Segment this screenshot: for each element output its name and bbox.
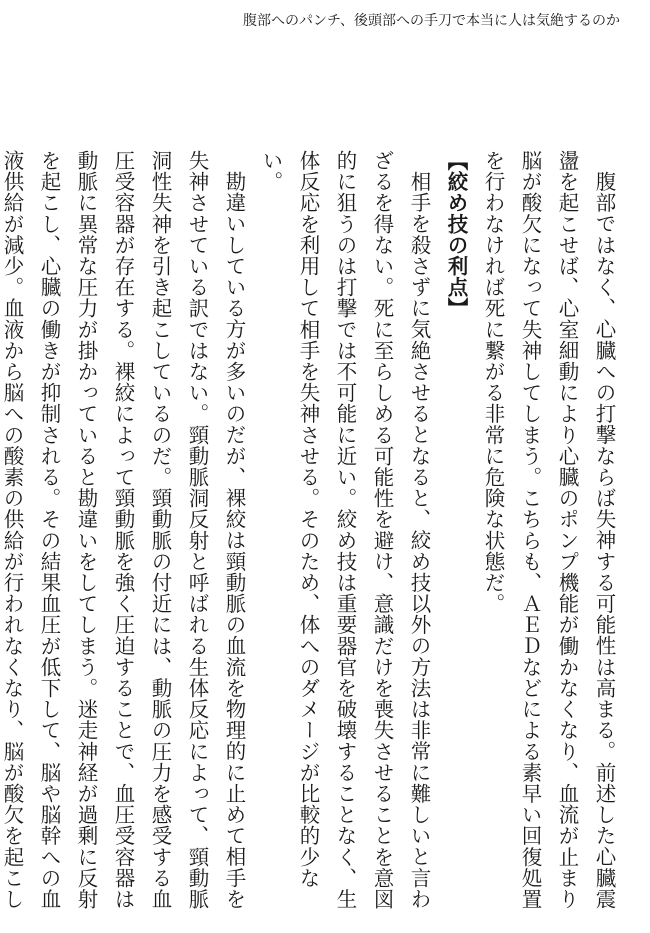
paragraph-1: 腹部ではなく、心臓への打撃ならば失神する可能性は高まる。前述した心臓震盪を起こせば、心室細動により心臓のポンプ機能が働かなくなり、血流が止まり脳が酸欠になって失神してしまう。こちらも、ＡＥＤなどによる素早い回復処置を行わなければ死に繋がる非常に危険な状態だ。 — [481, 150, 616, 910]
vertical-body-text — [0, 150, 622, 920]
running-head: 腹部へのパンチ、後頭部への手刀で本当に人は気絶するのか — [242, 13, 620, 29]
section-heading-line — [437, 150, 474, 920]
section-heading: 【絞め技の利点】 — [444, 150, 468, 319]
paragraph-2: 相手を殺さずに気絶させるとなると、絞め技以外の方法は非常に難しいと言わざるを得ない。死に至らしめる可能性を避け、意識だけを喪失させることを意図的に狙うのは打撃では不可能に近い。絞め技は重要器官を破壊することなく、生体反応を利用して相手を失神させる。そのため、体へのダメージが比較的少ない。 — [259, 150, 431, 910]
paragraph-3: 勘違いしている方が多いのだが、裸絞は頸動脈の血流を物理的に止めて相手を失神させている訳ではない。頸動脈洞反射と呼ばれる生体反応によって、頸動脈洞性失神を引き起こしているのだ。頸動脈の付近には、動脈の圧力を感受する血圧受容器が存在する。裸絞によって頸動脈を強く圧迫することで、血圧受容器は動脈に異常な圧力が掛かっていると勘違いをしてしまう。迷走神経が過剰に反射を起こし、心臓の働きが抑制される。その結果血圧が低下して、脳や脳幹への血液供給が減少。血液から脳への酸素の供給が行われなくなり、脳が酸欠を起こし — [0, 150, 246, 910]
